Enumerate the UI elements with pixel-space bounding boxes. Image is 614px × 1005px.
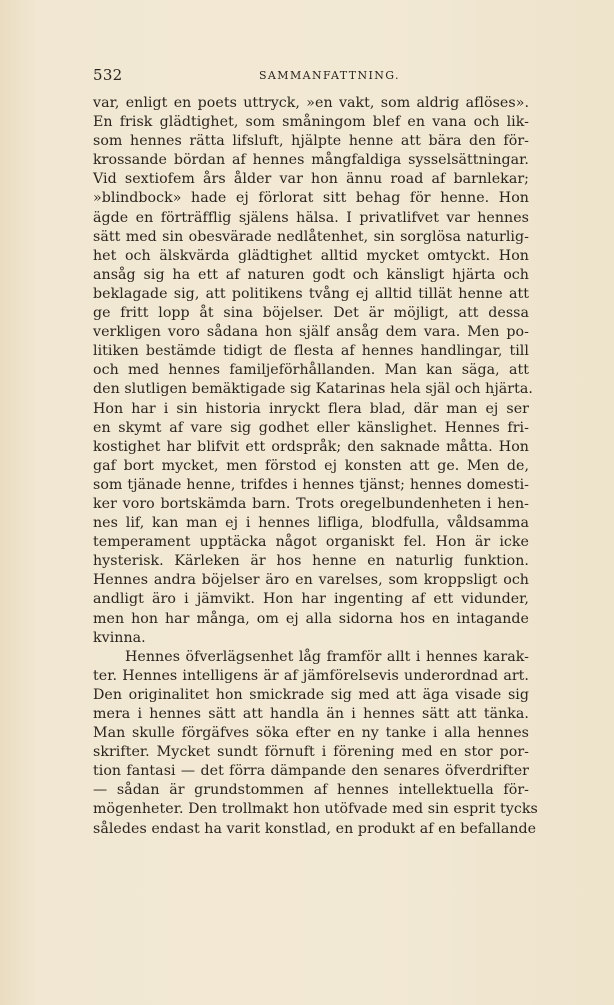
text-line: som tjänade henne, trifdes i hennes tjänst; hennes domesti-	[93, 476, 529, 493]
text-line: — sådan är grundstommen af hennes intellektuella för-	[93, 782, 529, 799]
text-line: ge fritt lopp åt sina böjelser. Det är möjligt, att dessa	[93, 305, 529, 322]
text-line: En frisk glädtighet, som småningom blef en vana och lik-	[93, 114, 529, 131]
running-title: SAMMANFATTNING.	[259, 69, 400, 82]
text-line: som hennes rätta lifsluft, hjälpte henne att bära den för-	[93, 133, 529, 150]
text-line: Vid sextiofem års ålder var hon ännu road af barnlekar;	[93, 171, 529, 188]
text-line: beklagade sig, att politikens tvång ej alltid tillät henne att	[93, 285, 529, 302]
text-line: och med hennes familjeförhållanden. Man kan säga, att	[93, 362, 529, 379]
text-line: en skymt af vare sig godhet eller känslighet. Hennes fri-	[93, 419, 529, 436]
text-line: ter. Hennes intelligens är af jämförelsevis underordnad art.	[93, 667, 529, 684]
text-line: således endast ha varit konstlad, en produkt af en befallande	[93, 820, 537, 837]
paragraph-first-line: Hennes öfverlägsenhet låg framför allt i hennes karak-	[125, 648, 529, 665]
text-line: kostighet har blifvit ett ordspråk; den saknade måtta. Hon	[93, 438, 529, 455]
text-line: ägde en förträfflig själens hälsa. I privatlifvet var hennes	[93, 209, 529, 226]
text-line: Hennes andra böjelser äro en varelses, som kroppsligt och	[93, 572, 529, 589]
text-line: Hon har i sin historia inryckt flera blad, där man ej ser	[93, 400, 529, 417]
text-line: temperament upptäcka något organiskt fel. Hon är icke	[93, 534, 529, 551]
text-line: Man skulle förgäfves söka efter en ny tanke i alla hennes	[93, 725, 529, 742]
text-line: den slutligen bemäktigade sig Katarinas hela själ och hjärta.	[93, 381, 533, 398]
text-line: var, enligt en poets uttryck, »en vakt, som aldrig aflöses».	[93, 95, 529, 111]
text-line: »blindbock» hade ej förlorat sitt behag för henne. Hon	[93, 190, 529, 207]
text-line: tion fantasi — det förra dämpande den senares öfverdrifter	[93, 763, 529, 780]
text-line: verkligen voro sådana hon själf ansåg dem vara. Men po-	[93, 324, 529, 341]
text-line: mera i hennes sätt att handla än i hennes sätt att tänka.	[93, 706, 529, 722]
text-line: hysterisk. Kärleken är hos henne en naturlig funktion.	[93, 553, 529, 570]
page-header	[93, 66, 529, 86]
text-line: kvinna.	[93, 629, 146, 646]
text-line: men hon har många, om ej alla sidorna hos en intagande	[93, 610, 529, 627]
text-line: andligt äro i jämvikt. Hon har ingenting af ett vidunder,	[93, 591, 529, 608]
page-number: 532	[93, 66, 123, 84]
text-line: ansåg sig ha ett af naturen godt och känsligt hjärta och	[93, 266, 529, 283]
text-line: skrifter. Mycket sundt förnuft i förening med en stor por-	[93, 744, 529, 761]
text-line: krossande bördan af hennes mångfaldiga sysselsättningar.	[93, 152, 529, 169]
text-line: ker voro bortskämda barn. Trots oregelbundenheten i hen-	[93, 495, 529, 512]
text-line: sätt med sin obesvärade nedlåtenhet, sin sorglösa naturlig-	[93, 228, 529, 245]
text-line: het och älskvärda glädtighet alltid mycket omtyckt. Hon	[93, 247, 529, 264]
text-line: nes lif, kan man ej i hennes lifliga, blodfulla, våldsamma	[93, 515, 529, 532]
text-line: mögenheter. Den trollmakt hon utöfvade med sin esprit tycks	[93, 801, 538, 818]
body-text	[93, 94, 538, 839]
text-line: litiken bestämde tidigt de flesta af hennes handlingar, till	[93, 343, 529, 360]
text-line: gaf bort mycket, men förstod ej konsten att ge. Men de,	[93, 457, 529, 474]
text-line: Den originalitet hon smickrade sig med att äga visade sig	[93, 686, 529, 703]
